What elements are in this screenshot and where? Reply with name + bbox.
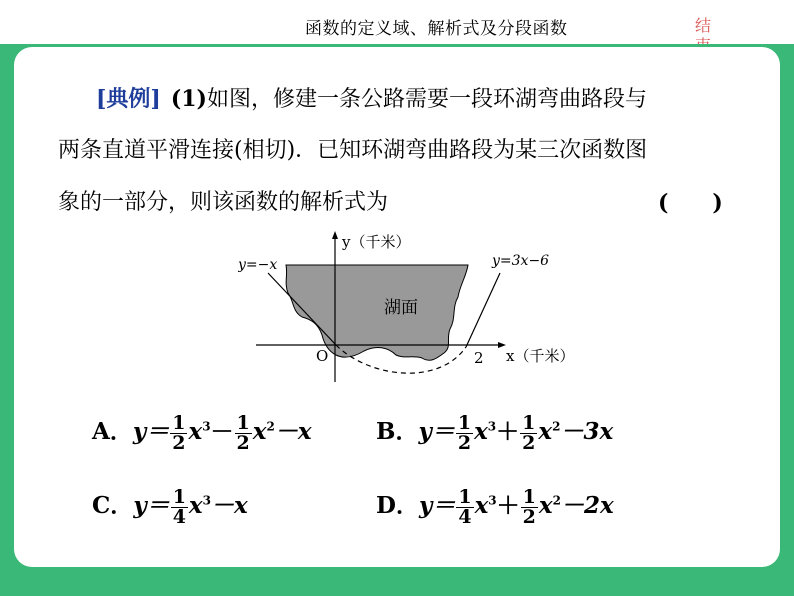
section-title: 函数的定义域、解析式及分段函数 <box>305 19 568 39</box>
frac-numerator: 1 <box>522 485 536 508</box>
option-c-frac1 <box>171 485 188 528</box>
option-c-tail: －x <box>211 492 248 519</box>
top-bar <box>0 0 794 44</box>
option-b-op2: ＋ <box>496 418 520 445</box>
option-b-label: B． <box>376 418 419 445</box>
option-a-frac1 <box>170 411 187 454</box>
question-number: (1) <box>170 86 207 112</box>
option-c-exp1: 3 <box>202 493 211 508</box>
option-b-exp2: 2 <box>552 419 561 434</box>
option-d-label: D． <box>376 492 419 519</box>
x-axis-label: x（千米） <box>506 347 575 365</box>
option-c-var1: x <box>188 492 203 519</box>
origin-label: O <box>316 347 329 365</box>
right-road-line <box>466 273 500 347</box>
y-axis-label: y（千米） <box>342 233 411 251</box>
option-a-exp1: 3 <box>202 419 211 434</box>
option-b-var2: x <box>538 418 553 445</box>
lake-road-figure <box>238 227 608 392</box>
frac-numerator: 1 <box>522 411 536 434</box>
option-b-var1: x <box>474 418 488 445</box>
frac-denominator: 4 <box>458 505 472 528</box>
problem-line-2: 两条直道平滑连接(相切)．已知环湖弯曲路段为某三次函数图 <box>58 138 648 163</box>
left-line-label: y=−x <box>238 257 278 273</box>
y-axis-arrow <box>332 231 338 239</box>
option-b-frac1 <box>456 411 473 454</box>
frac-denominator: 2 <box>522 505 536 528</box>
option-a-label: A． <box>92 418 133 445</box>
frac-numerator: 1 <box>458 485 472 508</box>
option-c-label: C． <box>92 492 134 519</box>
lake-region <box>286 265 468 360</box>
option-b-tail: －3x <box>560 418 614 445</box>
example-tag: [典例] <box>96 86 161 112</box>
option-a-op2: － <box>210 418 234 445</box>
option-d-var1: x <box>474 492 489 519</box>
option-c-lead: y＝ <box>133 492 170 519</box>
problem-line-1 <box>58 73 647 126</box>
frac-denominator: 4 <box>172 505 186 528</box>
lake-label: 湖面 <box>384 298 418 318</box>
option-d-exp1: 3 <box>488 493 497 508</box>
problem-line-3: 象的一部分，则该函数的解析式为 <box>58 190 389 215</box>
option-d-op2: ＋ <box>496 492 520 519</box>
option-b-frac2 <box>520 411 537 454</box>
slide-frame <box>0 44 794 596</box>
option-d-frac1 <box>456 485 473 528</box>
option-d-var2: x <box>538 492 553 519</box>
option-b-lead: y＝ <box>418 418 455 445</box>
frac-denominator: 2 <box>522 431 536 454</box>
frac-numerator: 1 <box>172 411 186 434</box>
option-a-frac2 <box>235 411 252 454</box>
content-card <box>14 47 780 567</box>
option-b[interactable] <box>376 413 613 453</box>
option-d[interactable] <box>376 487 614 527</box>
problem-line-1-text: 如图，修建一条公路需要一段环湖弯曲路段与 <box>206 87 647 112</box>
option-a-var2: x <box>252 418 267 445</box>
frac-denominator: 2 <box>172 431 186 454</box>
option-c[interactable] <box>92 487 248 527</box>
option-d-frac2 <box>521 485 538 528</box>
option-d-tail: －2x <box>560 492 614 519</box>
answer-blank: ( ) <box>658 190 723 216</box>
end-button-label: 结 <box>694 16 711 35</box>
option-b-exp1: 3 <box>487 419 497 434</box>
frac-denominator: 2 <box>457 431 472 454</box>
frac-numerator: 1 <box>236 411 250 434</box>
option-a-var1: x <box>188 418 203 445</box>
x-tick-2: 2 <box>474 349 484 367</box>
option-d-exp2: 2 <box>552 493 561 508</box>
frac-numerator: 1 <box>457 411 472 434</box>
option-d-lead: y＝ <box>418 492 456 519</box>
frac-denominator: 2 <box>236 431 250 454</box>
option-a-exp2: 2 <box>266 419 275 434</box>
x-axis-arrow <box>498 342 506 348</box>
right-line-label: y=3x−6 <box>492 253 550 269</box>
frac-numerator: 1 <box>172 485 186 508</box>
option-a-tail: －x <box>274 418 312 445</box>
option-a[interactable] <box>92 413 312 453</box>
option-a-lead: y＝ <box>132 418 170 445</box>
